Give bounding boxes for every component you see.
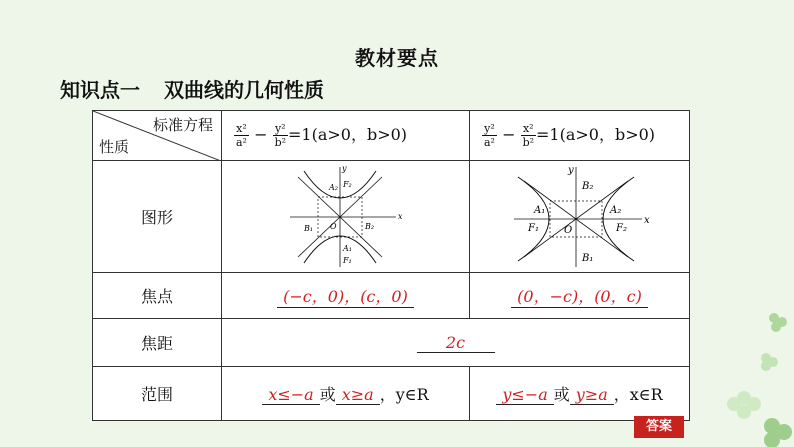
- equation-x-axis: $\frac{\text{x²}}{\text{a²}}$ − $\frac{\text{y²}}{\text{b²}}$ =1(a>0，b>0): [222, 111, 470, 161]
- foci-x-axis-cell: [222, 273, 470, 319]
- focal-distance-answer: 2c: [417, 333, 495, 353]
- row-label-range: 范围: [93, 367, 222, 421]
- foci-x-axis-answer: (−c，0)，(c，0): [277, 284, 414, 308]
- svg-text:x: x: [397, 211, 403, 221]
- table-corner-cell: [93, 111, 222, 161]
- slide-title: 教材要点: [355, 46, 439, 70]
- svg-text:B₁: B₁: [303, 223, 313, 233]
- row-label-foci: 焦点: [93, 273, 222, 319]
- svg-text:B₂: B₂: [581, 180, 593, 192]
- answer-button[interactable]: 答案: [634, 416, 684, 438]
- svg-text:A₂: A₂: [609, 204, 621, 216]
- section-name: 双曲线的几何性质: [164, 78, 324, 102]
- svg-text:F₁: F₁: [342, 255, 352, 265]
- range-x-axis-cell: x≤−a 或 x≥a ，y∈R: [222, 367, 470, 421]
- svg-text:x: x: [643, 214, 650, 226]
- svg-text:A₁: A₁: [342, 243, 352, 253]
- range-y-axis-cell: y≤−a 或 y≥a ，x∈R: [470, 367, 690, 421]
- section-number: 知识点一: [60, 78, 140, 102]
- corner-header-property: 性质: [99, 138, 130, 156]
- section-title: [60, 74, 324, 103]
- foci-y-axis-cell: [470, 273, 690, 319]
- svg-text:F₁: F₁: [527, 222, 539, 234]
- svg-text:B₂: B₂: [364, 221, 374, 231]
- row-label-focal-distance: 焦距: [93, 319, 222, 367]
- svg-text:F₂: F₂: [342, 179, 352, 189]
- corner-header-equation: 标准方程: [152, 116, 213, 134]
- range-y-answer-2: y≥a: [570, 385, 614, 405]
- svg-text:A₂: A₂: [328, 182, 338, 192]
- clover-decoration: [700, 300, 794, 447]
- svg-text:A₁: A₁: [533, 204, 545, 216]
- equation-y-axis: $\frac{\text{y²}}{\text{a²}}$ − $\frac{\text{x²}}{\text{b²}}$ =1(a>0，b>0): [470, 111, 690, 161]
- svg-text:y: y: [341, 163, 347, 173]
- row-label-graph: 图形: [93, 161, 222, 273]
- svg-text:O: O: [329, 221, 337, 231]
- range-x-answer-1: x≤−a: [262, 385, 319, 405]
- hyperbola-x-diagram: [286, 163, 406, 271]
- foci-y-axis-answer: (0，−c)，(0，c): [511, 284, 648, 308]
- range-x-answer-2: x≥a: [336, 385, 380, 405]
- svg-text:B₁: B₁: [581, 252, 593, 264]
- svg-text:O: O: [563, 224, 572, 236]
- graph-y-axis-hyperbola: [470, 161, 690, 273]
- svg-text:F₂: F₂: [615, 222, 627, 234]
- svg-text:y: y: [567, 164, 574, 176]
- properties-table: [92, 110, 690, 421]
- focal-distance-cell: [222, 319, 690, 367]
- graph-x-axis-hyperbola: [222, 161, 470, 273]
- range-y-answer-1: y≤−a: [496, 385, 553, 405]
- hyperbola-y-diagram: [510, 163, 650, 271]
